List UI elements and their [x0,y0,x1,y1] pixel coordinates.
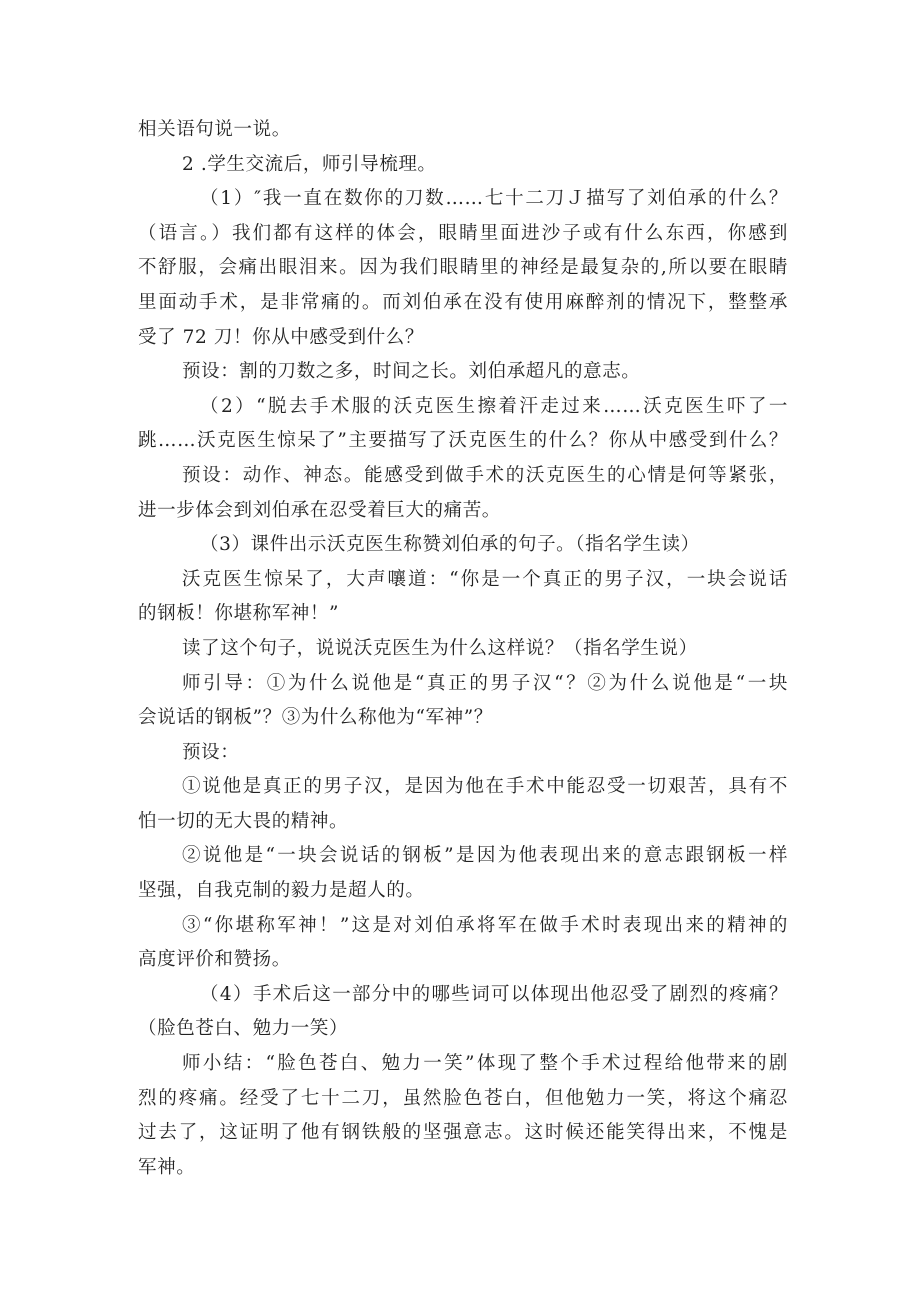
document-body [138,113,788,1185]
text-line: 会说话的钢板”？③为什么称他为“军神”？ [138,707,493,729]
text-line: 预设：割的刀数之多，时间之长。刘伯承超凡的意志。 [182,361,641,383]
text-line: 怕一切的无大畏的精神。 [138,810,349,832]
text-line: 不舒服，会痛出眼泪来。因为我们眼睛里的神经是最复杂的,所以要在眼睛 [138,257,788,279]
text-line: 军神。 [138,1156,196,1178]
text-line: 2 .学生交流后，师引导梳理。 [182,153,437,175]
text-line: 烈的疼痛。经受了七十二刀，虽然脸色苍白，但他勉力一笑，将这个痛忍 [138,1087,788,1109]
text-line: ③“你堪称军神！”这是对刘伯承将军在做手术时表现出来的精神的 [182,914,788,936]
text-line: （脸色苍白、勉力一笑） [138,1018,349,1040]
text-line: 进一步体会到刘伯承在忍受着巨大的痛苦。 [138,499,501,521]
text-line: （4）手术后这一部分中的哪些词可以体现出他忍受了剧烈的疼痛？ [200,983,788,1005]
text-line: 高度评价和赞扬。 [138,949,291,971]
text-line: 坚强，自我克制的毅力是超人的。 [138,880,425,902]
text-line: 预设： [182,741,240,763]
text-line: 沃克医生惊呆了，大声嚷道：“你是一个真正的男子汉，一块会说话 [182,568,788,590]
text-line: ①说他是真正的男子汉，是因为他在手术中能忍受一切艰苦，具有不 [182,776,788,798]
text-line: 读了这个句子，说说沃克医生为什么这样说？（指名学生说） [182,637,698,659]
text-line: 预设：动作、神态。能感受到做手术的沃克医生的心情是何等紧张， [182,464,788,486]
text-line: （3）课件出示沃克医生称赞刘伯承的句子。（指名学生读） [200,534,700,556]
text-line: 相关语句说一说。 [138,119,291,140]
text-line: 师引导：①为什么说他是“真正的男子汉“？②为什么说他是“一块 [182,672,788,694]
text-line: 受了 72 刀！你从中感受到什么？ [138,326,425,348]
text-line: 过去了，这证明了他有钢铁般的坚强意志。这时候还能笑得出来，不愧是 [138,1122,788,1144]
text-line: （语言。）我们都有这样的体会，眼睛里面进沙子或有什么东西，你感到 [138,222,788,244]
text-line: （2）“脱去手术服的沃克医生擦着汗走过来……沃克医生吓了一 [200,395,788,417]
text-line: 跳……沃克医生惊呆了”主要描写了沃克医生的什么？你从中感受到什么？ [138,430,788,452]
text-line: ②说他是“一块会说话的钢板”是因为他表现出来的意志跟钢板一样 [182,845,788,867]
text-line: 里面动手术，是非常痛的。而刘伯承在没有使用麻醉剂的情况下，整整承 [138,291,788,313]
text-line: 的钢板！你堪称军神！” [138,603,340,625]
text-line: （1）″我一直在数你的刀数……七十二刀Ｊ描写了刘伯承的什么？ [200,188,788,210]
text-line: 师小结：“脸色苍白、勉力一笑”体现了整个手术过程给他带来的剧 [182,1053,788,1075]
